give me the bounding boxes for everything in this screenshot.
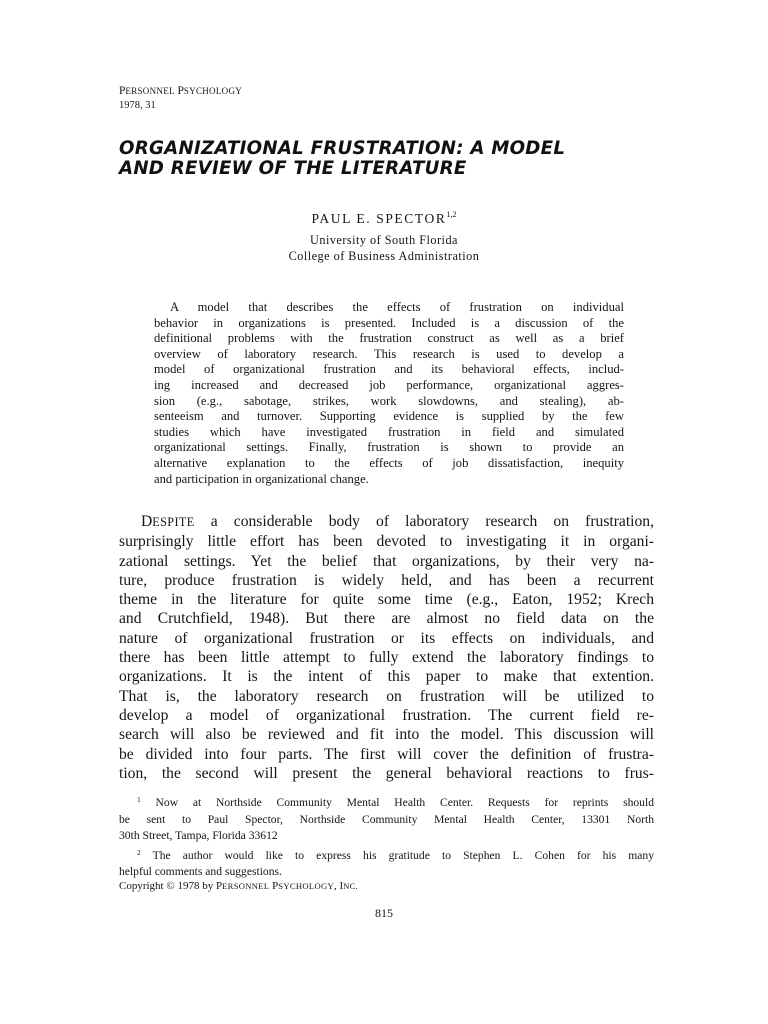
author-name: PAUL E. SPECTOR bbox=[311, 211, 447, 226]
abstract-line: and participation in organizational change. bbox=[154, 471, 369, 486]
affiliation-college: College of Business Administration bbox=[288, 248, 480, 263]
body-line: DESPITE a considerable body of laboratory research on frustration, bbox=[141, 513, 654, 530]
abstract-line: A model that describes the effects of frustration on individual bbox=[170, 300, 624, 314]
footnote-line: helpful comments and suggestions. bbox=[119, 865, 282, 878]
footnote-marker: 1 bbox=[137, 795, 141, 804]
body-text bbox=[119, 512, 654, 783]
footnote-2: $^2$ The author would like to express his gratitude to Stephen L. Cohen for his many bbox=[137, 847, 654, 862]
abstract-line: model of organizational frustration and its behavioral effects, includ- bbox=[154, 362, 624, 377]
affiliation bbox=[0, 233, 768, 264]
abstract-line: organizational settings. Finally, frustration is shown to provide an bbox=[154, 440, 624, 455]
body-line: That is, the laboratory research on frustration will be utilized to bbox=[119, 687, 654, 705]
author-line bbox=[0, 207, 768, 227]
abstract-line: alternative explanation to the effects of job dissatisfaction, inequity bbox=[154, 455, 624, 470]
abstract-line: senteeism and turnover. Supporting evidence is supplied by the few bbox=[154, 409, 624, 424]
body-line: and Crutchfield, 1948). But there are almost no field data on the bbox=[119, 610, 654, 628]
footnotes bbox=[119, 792, 654, 881]
article-title bbox=[119, 139, 679, 179]
footnote-line: be sent to Paul Spector, Northside Community Mental Health Center, 13301 North bbox=[119, 812, 654, 826]
journal-header bbox=[119, 84, 242, 113]
footnote-line: 30th Street, Tampa, Florida 33612 bbox=[119, 829, 278, 842]
abstract-line: definitional problems with the frustration construct as well as a brief bbox=[154, 331, 624, 346]
author-footnote-marker: 1,2 bbox=[446, 210, 457, 219]
body-line: organizations. It is the intent of this paper to make that extention. bbox=[119, 668, 654, 686]
abstract-line: behavior in organizations is presented. Included is a discussion of the bbox=[154, 315, 624, 330]
abstract-line: overview of laboratory research. This research is used to develop a bbox=[154, 346, 624, 361]
abstract-line: ing increased and decreased job performance, organizational aggres- bbox=[154, 377, 624, 392]
body-line: search will also be reviewed and fit into the model. This discussion will bbox=[119, 726, 654, 744]
footnote-1: $^1$ Now at Northside Community Mental Health Center. Requests for reprints should bbox=[137, 795, 654, 809]
journal-name: PERSONNEL PSYCHOLOGY bbox=[119, 85, 243, 97]
body-line: surprisingly little effort has been devoted to investigating it in organi- bbox=[119, 533, 654, 551]
affiliation-university: University of South Florida bbox=[310, 233, 458, 247]
body-line: tion, the second will present the general behavioral reactions to frus- bbox=[119, 764, 654, 782]
body-line: nature of organizational frustration or its effects on individuals, and bbox=[119, 629, 654, 647]
title-line: ORGANIZATIONAL FRUSTRATION: A MODEL bbox=[119, 138, 566, 159]
body-line: ture, produce frustration is widely held, and has been a recurrent bbox=[119, 571, 654, 589]
body-line: zational settings. Yet the belief that organizations, by their very na- bbox=[119, 552, 654, 570]
page-number: 815 bbox=[375, 906, 393, 920]
abstract-line: studies which have investigated frustration in field and simulated bbox=[154, 424, 624, 439]
footnote-marker: 2 bbox=[137, 847, 141, 857]
body-line: develop a model of organizational frustration. The current field re- bbox=[119, 706, 654, 724]
journal-issue: 1978, 31 bbox=[119, 100, 156, 111]
body-line: theme in the literature for quite some time (e.g., Eaton, 1952; Krech bbox=[119, 591, 654, 609]
body-line: there has been little attempt to fully extend the laboratory findings to bbox=[119, 649, 654, 667]
title-line: AND REVIEW OF THE LITERATURE bbox=[119, 158, 467, 179]
copyright-notice: Copyright © 1978 by PERSONNEL PSYCHOLOGY, INC. bbox=[119, 880, 359, 892]
abstract bbox=[154, 300, 624, 487]
body-line: be divided into four parts. The first will cover the definition of frustra- bbox=[119, 745, 654, 763]
abstract-line: sion (e.g., sabotage, strikes, work slowdowns, and stealing), ab- bbox=[154, 393, 624, 408]
